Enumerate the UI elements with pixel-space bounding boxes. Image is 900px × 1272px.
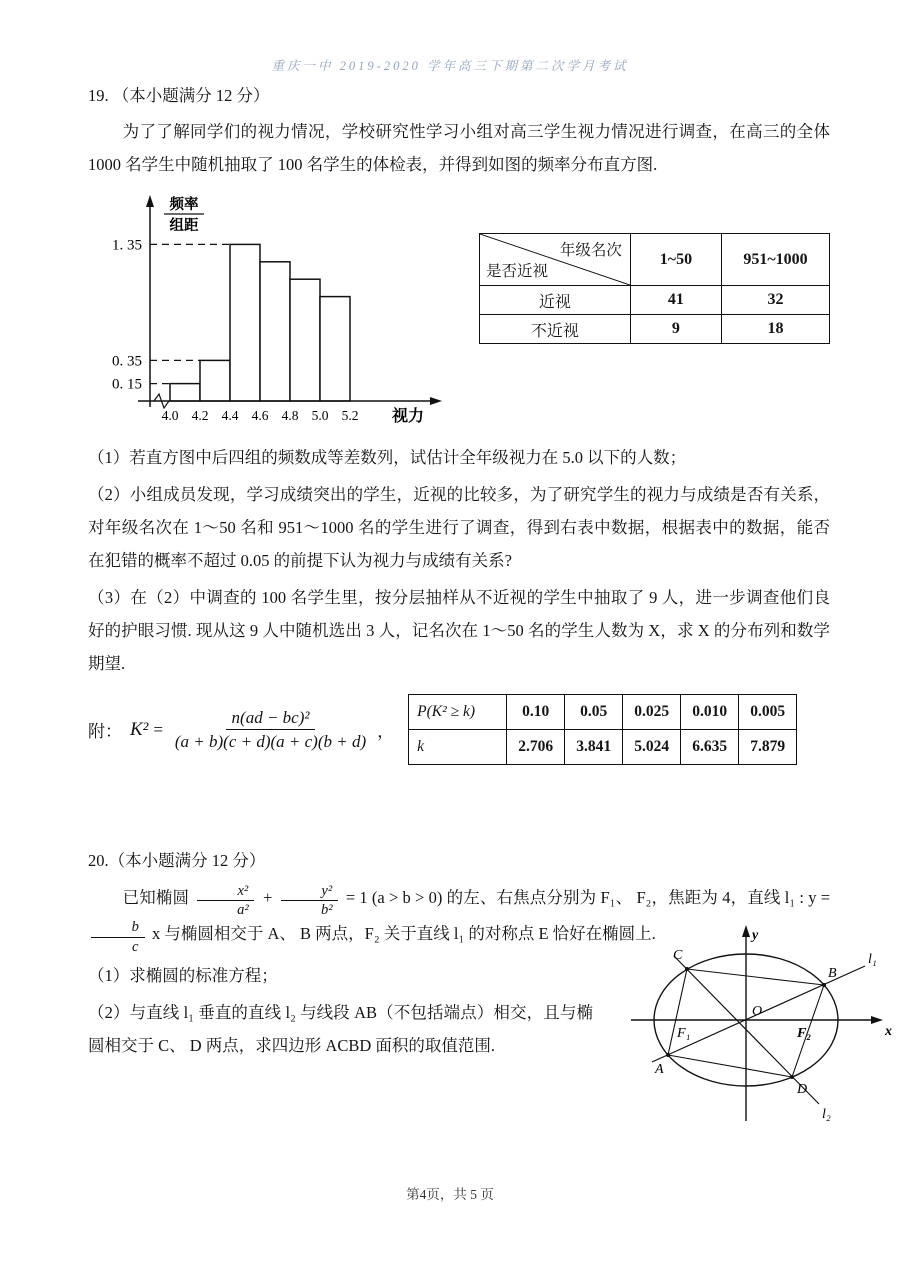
question-20: [88, 845, 892, 1137]
plus-sign: +: [261, 887, 274, 907]
x-tick-label: 4.8: [281, 408, 299, 424]
q19-part3: （3）在（2）中调查的 100 名学生里，按分层抽样从不近视的学生中抽取了 9 人，进一步调查他们良好的护眼习惯. 现从这 9 人中随机选出 3 人，记名次在 1～50 名的学生人数为 X，求 X 的分布列和数学期望.: [88, 588, 830, 674]
table-cell: 32: [722, 286, 830, 315]
q20-intro-segment: 已知椭圆: [122, 887, 190, 907]
k-table-header-label: P(K² ≥ k): [409, 695, 507, 730]
frequency-histogram: [106, 187, 451, 437]
histogram-bar: [200, 361, 230, 402]
q19-intro: 为了了解同学们的视力情况，学校研究性学习小组对高三学生视力情况进行调查，在高三的全体 1000 名学生中随机抽取了 100 名学生的体检表，并得到如图的频率分布直方图.: [88, 122, 830, 175]
survey-table-corner: [480, 234, 631, 286]
row-label: 不近视: [480, 315, 631, 344]
table-cell: 3.841: [565, 730, 623, 765]
x-tick-label: 5.0: [311, 408, 329, 424]
fraction-denominator: (a + b)(c + d)(a + c)(b + d): [174, 732, 367, 752]
formula-comma: ，: [377, 722, 395, 742]
histogram-bar: [230, 245, 260, 402]
fraction-numerator: x²: [197, 883, 254, 902]
point-A: [666, 1053, 670, 1057]
q19-formula-row: [88, 694, 830, 765]
y-axis-label-denominator: 组距: [169, 218, 199, 235]
survey-col-header-1: 1~50: [630, 234, 721, 286]
fraction-numerator: y²: [281, 883, 338, 902]
q20-part2: （2）与直线 l₁ 垂直的直线 l₂ 与线段 AB（不包括端点）相交，且与椭圆相交于 C、 D 两点，求四边形 ACBD 面积的取值范围.: [88, 1003, 593, 1056]
q20-part1: （1）求椭圆的标准方程；: [88, 966, 278, 986]
slope-fraction: [91, 919, 145, 955]
equals-sign: =: [152, 719, 164, 739]
survey-col-header-2: 951~1000: [722, 234, 830, 286]
k-table-row-label: k: [409, 730, 507, 765]
line-l1-label: l₁: [868, 952, 877, 968]
formula-prefix: 附：: [88, 722, 122, 742]
fraction-denominator: c: [132, 938, 139, 955]
y-axis-label-numerator: 频率: [169, 197, 199, 214]
point-C-label: C: [673, 948, 683, 964]
row-label: 近视: [480, 286, 631, 315]
table-header-row: [480, 234, 830, 286]
table-row: [409, 730, 797, 765]
table-row: [409, 695, 797, 730]
table-cell: 18: [722, 315, 830, 344]
y-axis-arrow: [742, 925, 750, 937]
table-cell: 6.635: [681, 730, 739, 765]
fraction-numerator: b: [91, 919, 145, 938]
ellipse-figure: [611, 915, 900, 1137]
x-axis-label: x: [885, 1024, 892, 1040]
histogram-bar: [320, 297, 350, 401]
table-cell: 41: [630, 286, 721, 315]
x-tick-label: 4.6: [251, 408, 269, 424]
y-axis-arrow: [146, 195, 154, 207]
x-tick-label: 4.2: [191, 408, 209, 424]
x-axis-arrow: [430, 397, 442, 405]
ellipse-fraction-x: [196, 883, 254, 919]
y-tick-label: 0. 15: [112, 376, 142, 393]
segment-CB: [687, 969, 824, 985]
focus2-label: F₂: [797, 1026, 812, 1042]
q20-text-column: [88, 955, 593, 1137]
table-row: [480, 286, 830, 315]
question-19: [88, 80, 830, 765]
q20-intro-segment: = 1 (a > b > 0) 的左、右焦点分别为 F₁、 F₂，焦距为 4，直线 l₁ : y =: [345, 887, 831, 907]
table-cell: 0.05: [565, 695, 623, 730]
critical-value-table: [408, 694, 797, 765]
fraction-denominator: b²: [320, 902, 333, 919]
page-footer: 第4页，共 5 页: [406, 1187, 494, 1202]
q20-title: 20.（本小题满分 12 分）: [88, 851, 266, 871]
q19-figure-row: [88, 187, 830, 437]
table-cell: 0.005: [739, 695, 797, 730]
q19-title: 19. （本小题满分 12 分）: [88, 86, 270, 105]
fraction-numerator: n(ad − bc)²: [226, 707, 316, 730]
table-cell: 0.010: [681, 695, 739, 730]
table-cell: 5.024: [623, 730, 681, 765]
corner-top-label: 年级名次: [559, 242, 622, 260]
x-tick-label: 4.4: [221, 408, 239, 424]
y-tick-label: 1. 35: [112, 237, 142, 254]
histogram-bar: [290, 280, 320, 402]
q20-intro-segment: x 与椭圆相交于 A、 B 两点，F₂ 关于直线 l₁ 的对称点 E 恰好在椭圆上.: [152, 924, 656, 944]
y-axis-label: y: [752, 928, 759, 944]
histogram-bar: [170, 384, 200, 401]
table-cell: 7.879: [739, 730, 797, 765]
line-l2-label: l₂: [822, 1107, 831, 1123]
focus1-label: F₁: [677, 1026, 691, 1042]
survey-table: [479, 233, 830, 344]
point-D: [790, 1075, 794, 1079]
q19-part2: （2）小组成员发现，学习成绩突出的学生，近视的比较多，为了研究学生的视力与成绩是否有关系，对年级名次在 1～50 名和 951～1000 名的学生进行了调查，得到右表中数据，根据表中的数据，能否在犯错的概率不超过 0.05 的前提下认为视力与成绩有关系?: [88, 485, 830, 571]
formula-fraction: [169, 707, 372, 753]
histogram-bar: [260, 262, 290, 401]
x-tick-label: 5.2: [341, 408, 359, 424]
table-cell: 9: [630, 315, 721, 344]
table-row: [480, 315, 830, 344]
origin-label: O: [752, 1004, 763, 1020]
y-tick-label: 0. 35: [112, 353, 142, 370]
x-tick-label: 4.0: [161, 408, 179, 424]
x-axis-arrow: [871, 1016, 883, 1024]
x-axis-title: 视力: [391, 408, 425, 426]
table-cell: 0.10: [507, 695, 565, 730]
formula-lhs: K²: [130, 718, 149, 740]
point-B-label: B: [828, 966, 837, 982]
point-D-label: D: [797, 1082, 808, 1098]
fraction-denominator: a²: [237, 902, 249, 919]
point-C: [685, 967, 689, 971]
page-header: 重庆一中 2019-2020 学年高三下期第二次学月考试: [271, 59, 629, 73]
table-cell: 2.706: [507, 730, 565, 765]
point-B: [822, 983, 826, 987]
point-A-label: A: [655, 1062, 664, 1078]
table-cell: 0.025: [623, 695, 681, 730]
q19-part1: （1）若直方图中后四组的频数成等差数列，试估计全年级视力在 5.0 以下的人数；: [88, 448, 687, 468]
corner-bottom-label: 是否近视: [486, 263, 549, 281]
ellipse-fraction-y: [280, 883, 338, 919]
